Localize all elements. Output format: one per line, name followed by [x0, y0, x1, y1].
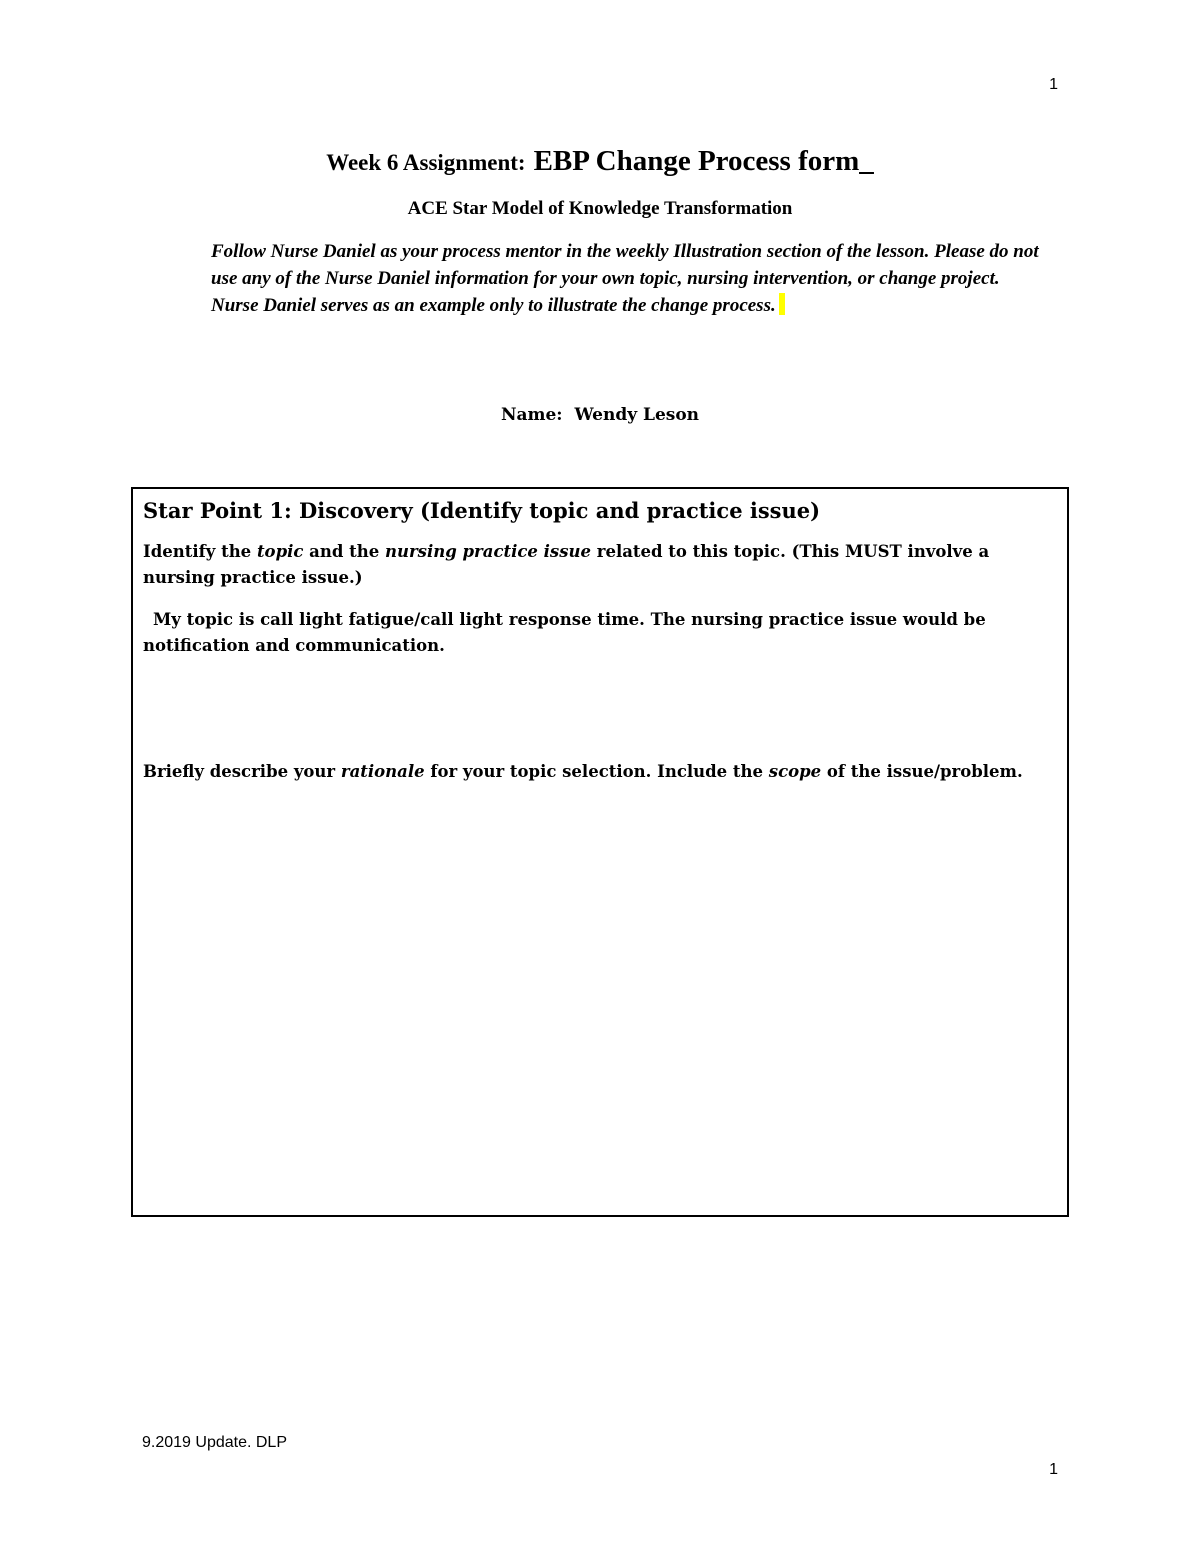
document-title — [0, 145, 1200, 178]
rationale-prompt-rationale: rationale — [340, 762, 425, 781]
star-point-1-heading: Star Point 1: Discovery (Identify topic and practice issue) — [143, 498, 821, 523]
topic-answer[interactable]: My topic is call light fatigue/call light response time. The nursing practice issue would be notification and communication. — [143, 610, 986, 655]
topic-prompt-part3: related to this topic. (This MUST involve a nursing practice issue.) — [143, 542, 990, 587]
title-main: EBP Change Process form_ — [533, 145, 874, 177]
topic-prompt-topic: topic — [256, 542, 304, 561]
highlight-marker — [779, 293, 785, 315]
footer-text: 9.2019 Update. DLP — [142, 1434, 287, 1451]
topic-prompt-part2: and the — [303, 542, 385, 561]
topic-prompt — [143, 539, 1057, 591]
page-number-top: 1 — [1049, 76, 1058, 93]
name-line — [0, 405, 1200, 425]
rationale-prompt-part2: for your topic selection. Include the — [424, 762, 769, 781]
title-lead: Week 6 Assignment: — [326, 150, 526, 175]
document-subtitle: ACE Star Model of Knowledge Transformation — [407, 198, 793, 219]
topic-prompt-issue: nursing practice issue — [385, 542, 592, 561]
rationale-prompt-scope: scope — [768, 762, 822, 781]
name-value: Wendy Leson — [574, 405, 700, 425]
page-number-bottom: 1 — [1049, 1461, 1058, 1478]
star-point-1-box — [131, 487, 1069, 1217]
rationale-prompt — [143, 759, 1057, 785]
rationale-prompt-part3: of the issue/problem. — [821, 762, 1023, 781]
instructions-block — [211, 238, 1041, 319]
instructions-text: Follow Nurse Daniel as your process mentor in the weekly Illustration section of the lesson. Please do not use any of the Nurse Daniel information for your own topic, nursing intervention, or change project. Nurse Daniel serves as an example only to illustrate the change process. — [211, 241, 1039, 316]
name-label: Name: — [500, 405, 563, 425]
topic-prompt-part1: Identify the — [143, 542, 257, 561]
rationale-prompt-part1: Briefly describe your — [143, 762, 341, 781]
